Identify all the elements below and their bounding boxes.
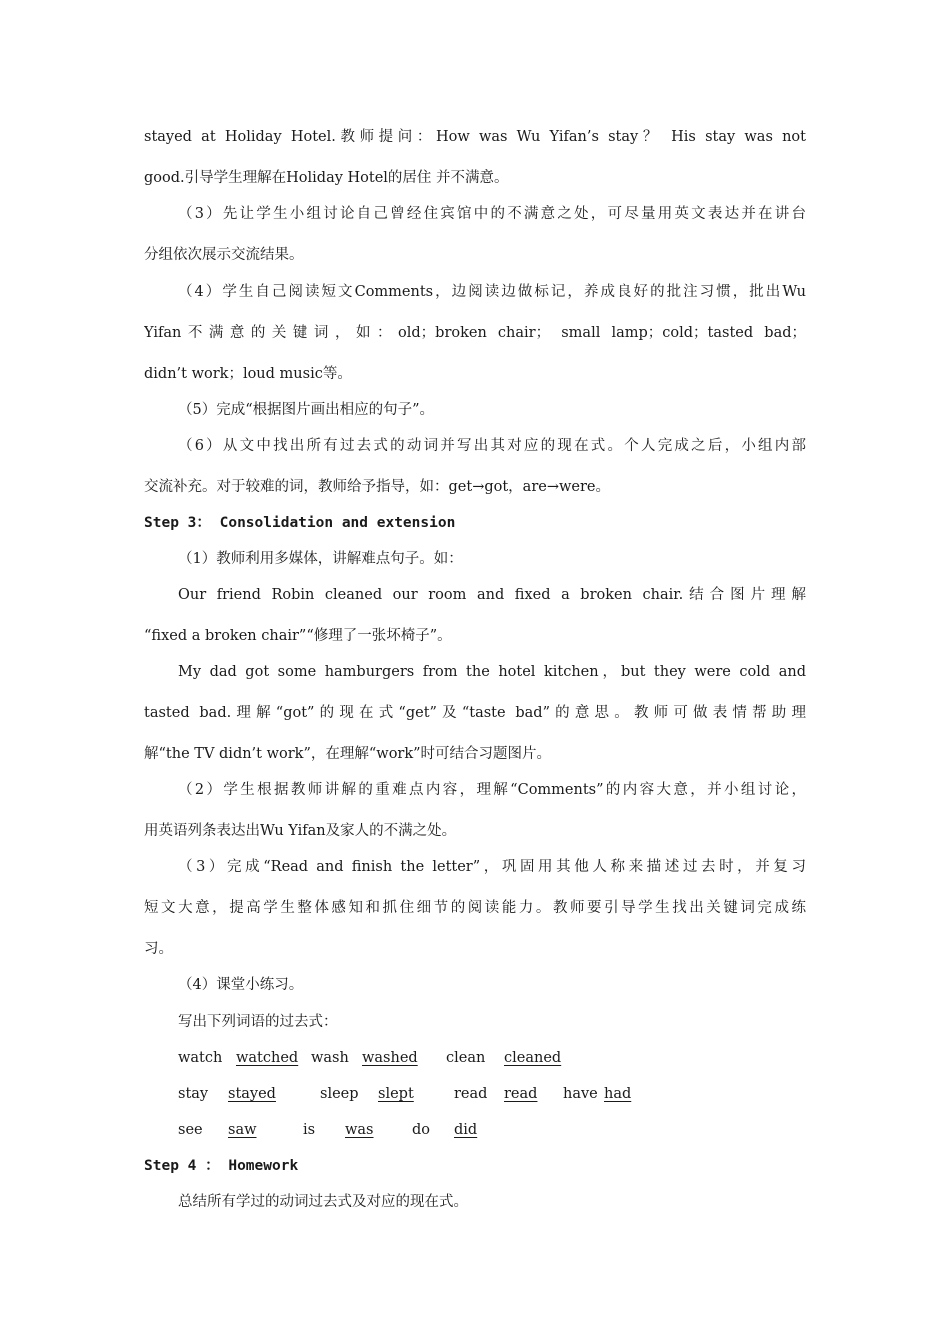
paragraph-line: （1）教师利用多媒体，讲解难点句子。如： <box>178 551 463 567</box>
paragraph-line: stayed at Holiday Hotel.教师提问：How was Wu Yifan’s stay？ His stay was not <box>144 129 806 145</box>
paragraph-line: 分组依次展示交流结果。 <box>144 247 304 263</box>
paragraph-line: 用英语列条表达出Wu Yifan及家人的不满之处。 <box>144 823 457 839</box>
exercise-word: is <box>303 1122 316 1138</box>
exercise-answer: did <box>454 1122 478 1138</box>
paragraph-line: tasted bad.理解“got”的现在式“get”及“taste bad”的意思。教师可做表情帮助理 <box>144 705 806 721</box>
section-heading-step-4: Step 4 ： Homework <box>144 1158 299 1174</box>
paragraph-line: 交流补充。对于较难的词，教师给予指导，如：get→got，are→were。 <box>144 479 610 495</box>
exercise-answer: stayed <box>228 1086 276 1102</box>
paragraph-line: 短文大意，提高学生整体感知和抓住细节的阅读能力。教师要引导学生找出关键词完成练 <box>144 900 806 916</box>
paragraph-line: （3）完成“Read and finish the letter”，巩固用其他人称来描述过去时，并复习 <box>178 859 806 875</box>
exercise-word: read <box>454 1086 488 1102</box>
paragraph-line: didn’t work；loud music等。 <box>144 366 352 382</box>
paragraph-line: Yifan不满意的关键词，如：old；broken chair； small lamp；cold；tasted bad； <box>144 325 806 341</box>
section-heading-step-3: Step 3： Consolidation and extension <box>144 515 456 531</box>
paragraph-line: （4）学生自己阅读短文Comments，边阅读边做标记，养成良好的批注习惯，批出Wu <box>178 284 806 300</box>
paragraph-line: （5）完成“根据图片画出相应的句子”。 <box>178 402 435 418</box>
paragraph-line: 总结所有学过的动词过去式及对应的现在式。 <box>178 1194 468 1210</box>
paragraph-line: good.引导学生理解在Holiday Hotel的居住 并不满意。 <box>144 170 509 186</box>
paragraph-line: 习。 <box>144 941 173 957</box>
paragraph-line: （6）从文中找出所有过去式的动词并写出其对应的现在式。个人完成之后，小组内部 <box>178 438 806 454</box>
exercise-answer: slept <box>378 1086 414 1102</box>
exercise-answer: read <box>504 1086 538 1102</box>
exercise-word: see <box>178 1122 203 1138</box>
paragraph-line: （2）学生根据教师讲解的重难点内容，理解“Comments”的内容大意，并小组讨论， <box>178 782 806 798</box>
exercise-word: have <box>563 1086 598 1102</box>
exercise-answer: cleaned <box>504 1050 562 1066</box>
exercise-answer: saw <box>228 1122 257 1138</box>
paragraph-line: （3）先让学生小组讨论自己曾经住宾馆中的不满意之处，可尽量用英文表达并在讲台 <box>178 206 806 222</box>
paragraph-line: 解“the TV didn’t work”，在理解“work”时可结合习题图片。 <box>144 746 552 762</box>
exercise-word: do <box>412 1122 431 1138</box>
exercise-word: wash <box>311 1050 349 1066</box>
paragraph-line: （4）课堂小练习。 <box>178 977 304 993</box>
exercise-answer: washed <box>362 1050 418 1066</box>
exercise-word: watch <box>178 1050 223 1066</box>
paragraph-line: My dad got some hamburgers from the hotel kitchen，but they were cold and <box>178 664 806 680</box>
exercise-instruction: 写出下列词语的过去式： <box>178 1014 338 1030</box>
exercise-answer: was <box>345 1122 374 1138</box>
paragraph-line: “fixed a broken chair”“修理了一张坏椅子”。 <box>144 628 452 644</box>
exercise-word: clean <box>446 1050 486 1066</box>
paragraph-line: Our friend Robin cleaned our room and fixed a broken chair.结合图片理解 <box>178 587 806 603</box>
exercise-answer: watched <box>236 1050 299 1066</box>
exercise-word: stay <box>178 1086 209 1102</box>
exercise-word: sleep <box>320 1086 359 1102</box>
exercise-answer: had <box>604 1086 632 1102</box>
